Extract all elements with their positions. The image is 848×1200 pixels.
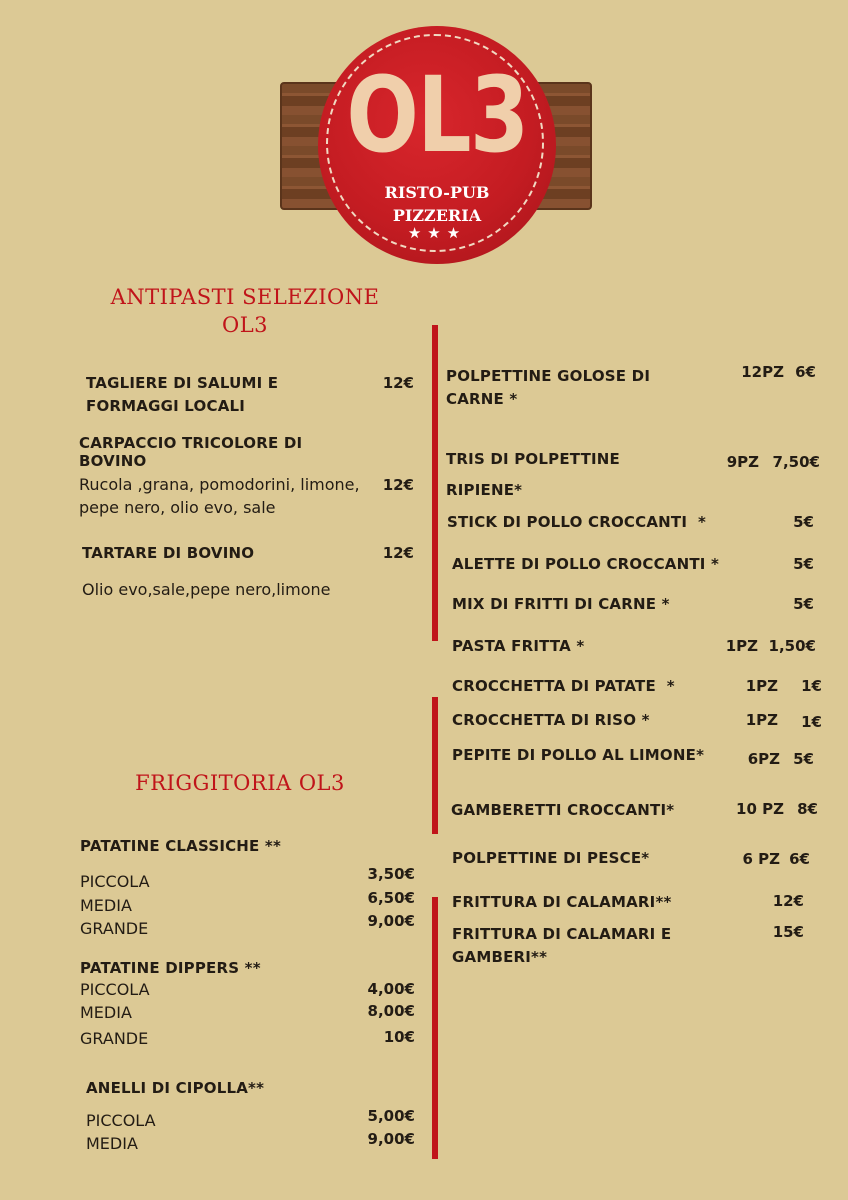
- menu-item-description: Olio evo,sale,pepe nero,limone: [82, 580, 331, 599]
- menu-item-name: CROCCHETTA DI PATATE *: [452, 677, 675, 695]
- size-label: MEDIA: [80, 896, 132, 915]
- menu-item-price: 12€: [772, 892, 804, 910]
- size-price: 3,50€: [367, 865, 415, 883]
- menu-item-name: PEPITE DI POLLO AL LIMONE*: [452, 746, 705, 764]
- menu-item-price: 8€: [797, 800, 818, 818]
- menu-item-name: POLPETTINE GOLOSE DI CARNE *: [446, 367, 651, 408]
- menu-item-name: CROCCHETTA DI RISO *: [452, 711, 650, 729]
- menu-item-price: 1€: [801, 677, 822, 695]
- size-label: GRANDE: [80, 919, 149, 938]
- menu-item-name: TARTARE DI BOVINO: [82, 544, 255, 562]
- section-title-friggitoria: FRIGGITORIA OL3: [135, 771, 345, 795]
- size-price: 8,00€: [367, 1002, 415, 1020]
- menu-item-name: PASTA FRITTA *: [452, 637, 585, 655]
- menu-item-name: FRITTURA DI CALAMARI**: [452, 893, 672, 911]
- menu-item-qty: 10 PZ: [736, 800, 784, 818]
- menu-item-price: 6€: [795, 363, 816, 381]
- menu-item-price: 5€: [793, 750, 814, 768]
- menu-item-price: 12€: [382, 544, 414, 562]
- menu-item-price: 5€: [793, 513, 814, 531]
- menu-item-price: 5€: [793, 555, 814, 573]
- menu-group-name: PATATINE DIPPERS **: [80, 959, 261, 977]
- size-label: PICCOLA: [86, 1111, 156, 1130]
- menu-item-price: 7,50€: [772, 453, 820, 471]
- menu-item-name: TAGLIERE DI SALUMI E FORMAGGI LOCALI: [86, 374, 279, 415]
- menu-group-name: PATATINE CLASSICHE **: [80, 837, 282, 855]
- menu-item-price: 6€: [789, 850, 810, 868]
- size-price: 4,00€: [367, 980, 415, 998]
- menu-item-description: Rucola ,grana, pomodorini, limone, pepe nero, olio evo, sale: [79, 475, 360, 517]
- logo-subtitle-2: PIZZERIA: [392, 206, 482, 225]
- size-label: MEDIA: [86, 1134, 138, 1153]
- menu-group-name: ANELLI DI CIPOLLA**: [86, 1079, 265, 1097]
- size-price: 6,50€: [367, 889, 415, 907]
- menu-item-qty: 1PZ: [745, 677, 778, 695]
- menu-item-name: ALETTE DI POLLO CROCCANTI *: [452, 555, 720, 573]
- size-label: GRANDE: [80, 1029, 149, 1048]
- menu-item-name: GAMBERETTI CROCCANTI*: [451, 801, 675, 819]
- size-price: 10€: [383, 1028, 415, 1046]
- menu-item-name: FRITTURA DI CALAMARI E GAMBERI**: [452, 925, 672, 966]
- menu-item-qty: 6 PZ: [742, 850, 780, 868]
- menu-item-qty: 12PZ: [741, 363, 784, 381]
- menu-item-price: 1,50€: [768, 637, 816, 655]
- size-label: PICCOLA: [80, 872, 150, 891]
- stars-icon: ★★★: [407, 224, 467, 242]
- menu-item-qty: 1PZ: [725, 637, 758, 655]
- menu-item-price: 1€: [801, 713, 822, 731]
- size-label: MEDIA: [80, 1003, 132, 1022]
- menu-item-qty: 6PZ: [747, 750, 780, 768]
- menu-item-name: POLPETTINE DI PESCE*: [452, 849, 650, 867]
- menu-item-name: STICK DI POLLO CROCCANTI *: [447, 513, 707, 531]
- size-label: PICCOLA: [80, 980, 150, 999]
- menu-item-price: 12€: [382, 374, 414, 392]
- menu-item-price: 5€: [793, 595, 814, 613]
- menu-item-qty: 1PZ: [745, 711, 778, 729]
- logo-text: OL3: [346, 54, 528, 176]
- menu-item-price: 12€: [382, 476, 414, 494]
- menu-item-name: MIX DI FRITTI DI CARNE *: [452, 595, 670, 613]
- size-price: 5,00€: [367, 1107, 415, 1125]
- size-price: 9,00€: [367, 912, 415, 930]
- section-title-antipasti: ANTIPASTI SELEZIONE OL3: [110, 285, 380, 337]
- logo-subtitle: RISTO-PUB: [384, 183, 490, 202]
- size-price: 9,00€: [367, 1130, 415, 1148]
- menu-item-name: TRIS DI POLPETTINE RIPIENE*: [446, 450, 620, 499]
- divider-line: [432, 325, 438, 641]
- divider-line: [432, 897, 438, 1159]
- menu-item-qty: 9PZ: [726, 453, 759, 471]
- divider-line: [432, 697, 438, 834]
- menu-item-price: 15€: [772, 923, 804, 941]
- menu-item-name: CARPACCIO TRICOLORE DI BOVINO: [79, 434, 303, 470]
